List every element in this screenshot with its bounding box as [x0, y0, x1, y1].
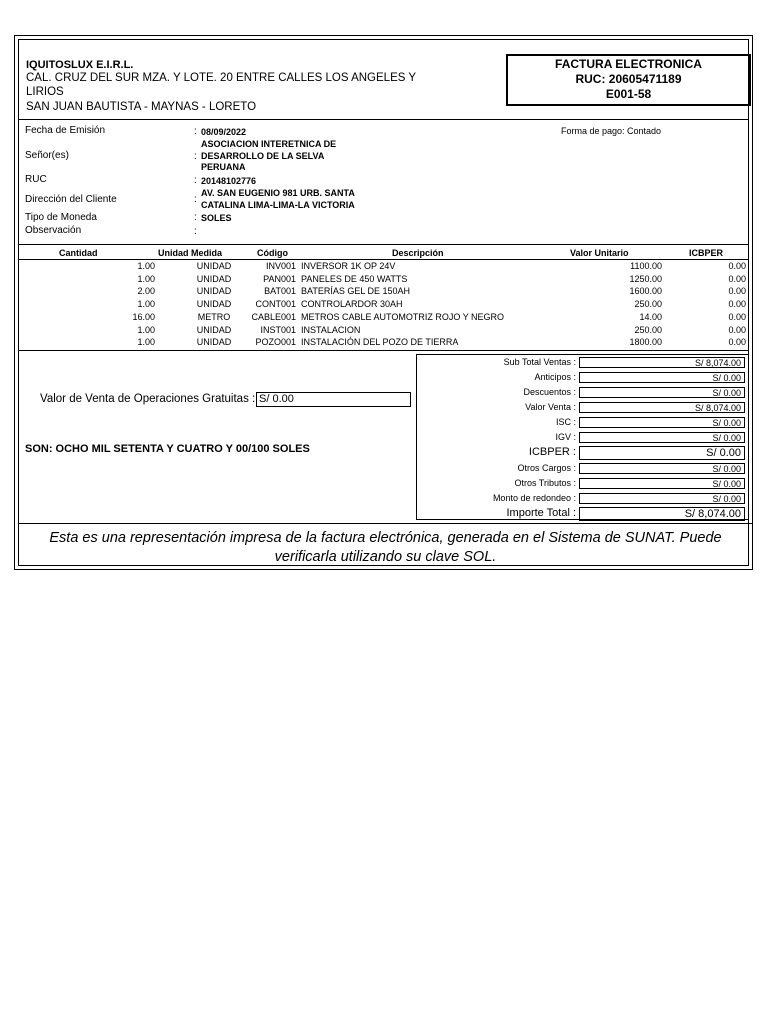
invoice-title: FACTURA ELECTRONICA — [555, 57, 702, 71]
cell-unidad: UNIDAD — [196, 299, 232, 310]
direccion-label: Dirección del Cliente — [25, 194, 117, 205]
senor-value-line-3: PERUANA — [201, 162, 246, 172]
company-address-line-1: CAL. CRUZ DEL SUR MZA. Y LOTE. 20 ENTRE CALLES LOS ANGELES Y — [26, 72, 417, 84]
senor-colon: : — [194, 151, 197, 162]
company-address-line-3: SAN JUAN BAUTISTA - MAYNAS - LORETO — [26, 101, 257, 113]
cell-descripcion: CONTROLARDOR 30AH — [301, 299, 403, 310]
cell-descripcion: METROS CABLE AUTOMOTRIZ ROJO Y NEGRO — [301, 311, 505, 322]
cell-codigo: BAT001 — [264, 286, 296, 297]
cell-icbper: 0.00 — [728, 261, 746, 271]
header-divider — [19, 119, 748, 120]
cell-unidad: UNIDAD — [196, 261, 232, 271]
moneda-colon: : — [194, 212, 197, 223]
invoice-number: E001-58 — [605, 87, 652, 101]
cell-cantidad: 1.00 — [137, 299, 155, 310]
cell-cantidad: 1.00 — [137, 261, 155, 271]
cell-unidad: UNIDAD — [196, 337, 232, 348]
representation-notice-box — [19, 523, 752, 569]
total-value-field: S/ 0.00 — [579, 478, 745, 489]
ruc-value: 20148102776 — [201, 176, 257, 186]
cell-unidad: METRO — [197, 311, 231, 322]
invoice-header-box — [506, 54, 751, 106]
senor-label: Señor(es) — [25, 150, 69, 161]
total-label: ICBPER : — [528, 446, 576, 458]
total-value-field: S/ 0.00 — [579, 446, 745, 460]
table-row — [19, 286, 752, 299]
cell-cantidad: 1.00 — [137, 337, 155, 348]
gratuitas-value-field: S/ 0.00 — [256, 392, 411, 407]
senor-value-line-2: DESARROLLO DE LA SELVA — [201, 151, 325, 161]
issuer-ruc: RUC: 20605471189 — [575, 72, 682, 86]
total-value-field: S/ 0.00 — [579, 432, 745, 443]
representation-notice: Esta es una representación impresa de la factura electrónica, generada en el Sistema de SUNAT. Puede verificarla utilizando su clave SOL. — [49, 530, 722, 565]
cell-codigo: INST001 — [260, 324, 296, 335]
fecha-label: Fecha de Emisión — [25, 125, 106, 136]
cell-descripcion: INSTALACION — [301, 324, 361, 335]
cell-valor-unitario: 1800.00 — [629, 337, 662, 348]
cell-codigo: POZO001 — [255, 337, 296, 348]
total-value-field: S/ 0.00 — [579, 463, 745, 474]
total-label: Valor Venta : — [525, 402, 576, 412]
cell-cantidad: 16.00 — [132, 311, 155, 322]
direccion-value-line-1: AV. SAN EUGENIO 981 URB. SANTA — [201, 188, 355, 198]
cell-valor-unitario: 14.00 — [639, 311, 662, 322]
cell-descripcion: BATERÍAS GEL DE 150AH — [301, 286, 411, 297]
observacion-label: Observación — [25, 225, 82, 236]
table-row — [19, 261, 752, 274]
table-row — [19, 325, 752, 338]
table-row — [19, 299, 752, 312]
total-value-field: S/ 0.00 — [579, 417, 745, 428]
observacion-colon: : — [194, 226, 197, 237]
fecha-colon: : — [194, 126, 197, 137]
total-label: ISC : — [555, 417, 576, 427]
company-address-line-2: LIRIOS — [26, 86, 64, 98]
table-bottom-border — [19, 350, 748, 351]
table-header-divider — [19, 259, 748, 260]
cell-unidad: UNIDAD — [196, 324, 232, 335]
ruc-label: RUC — [25, 174, 47, 185]
ruc-colon: : — [194, 175, 197, 186]
table-top-border — [19, 244, 748, 245]
senor-value-line-1: ASOCIACION INTERETNICA DE — [201, 139, 337, 149]
invoice-inner-frame — [18, 39, 749, 566]
cell-unidad: UNIDAD — [196, 286, 232, 297]
direccion-value-line-2: CATALINA LIMA-LIMA-LA VICTORIA — [201, 200, 355, 210]
total-value-field: S/ 0.00 — [579, 493, 745, 504]
table-row — [19, 312, 752, 325]
header-codigo: Código — [257, 248, 288, 258]
total-value-field: S/ 0.00 — [579, 387, 745, 398]
total-label: Importe Total : — [506, 507, 576, 519]
header-icbper: ICBPER — [689, 248, 724, 258]
cell-valor-unitario: 1600.00 — [629, 286, 662, 297]
fecha-value: 08/09/2022 — [201, 127, 247, 137]
cell-codigo: PAN001 — [263, 273, 296, 284]
forma-pago: Forma de pago: Contado — [561, 126, 662, 136]
cell-descripcion: INSTALACIÓN DEL POZO DE TIERRA — [301, 337, 459, 348]
cell-codigo: CABLE001 — [251, 311, 296, 322]
header-descripcion: Descripción — [392, 248, 444, 258]
gratuitas-label: Valor de Venta de Operaciones Gratuitas : — [40, 393, 256, 405]
cell-cantidad: 2.00 — [137, 286, 155, 297]
moneda-value: SOLES — [201, 213, 232, 223]
cell-valor-unitario: 250.00 — [634, 324, 662, 335]
cell-valor-unitario: 1100.00 — [630, 261, 662, 271]
header-cantidad: Cantidad — [59, 248, 98, 258]
total-value-field: S/ 8,074.00 — [579, 507, 745, 521]
cell-valor-unitario: 250.00 — [634, 299, 662, 310]
cell-unidad: UNIDAD — [196, 273, 232, 284]
invoice-document — [14, 35, 753, 570]
cell-cantidad: 1.00 — [137, 324, 155, 335]
cell-codigo: INV001 — [265, 261, 296, 271]
amount-in-words: SON: OCHO MIL SETENTA Y CUATRO Y 00/100 SOLES — [25, 443, 310, 455]
total-label: Monto de redondeo : — [492, 493, 576, 503]
cell-descripcion: PANELES DE 450 WATTS — [301, 273, 408, 284]
cell-icbper: 0.00 — [728, 324, 746, 335]
cell-valor-unitario: 1250.00 — [629, 273, 662, 284]
cell-icbper: 0.00 — [728, 273, 746, 284]
cell-icbper: 0.00 — [728, 286, 746, 297]
cell-icbper: 0.00 — [728, 337, 746, 348]
table-row — [19, 274, 752, 287]
company-name: IQUITOSLUX E.I.R.L. — [26, 59, 134, 71]
total-value-field: S/ 8,074.00 — [579, 402, 745, 413]
total-label: Anticipos : — [534, 372, 576, 382]
header-valor-unitario: Valor Unitario — [570, 248, 629, 258]
table-row — [19, 337, 752, 350]
total-label: IGV : — [555, 432, 576, 442]
cell-codigo: CONT001 — [255, 299, 296, 310]
total-value-field: S/ 8,074.00 — [579, 357, 745, 368]
direccion-colon: : — [194, 194, 197, 205]
cell-cantidad: 1.00 — [137, 273, 155, 284]
cell-descripcion: INVERSOR 1K OP 24V — [301, 261, 396, 271]
header-unidad: Unidad Medida — [158, 248, 223, 258]
total-value-field: S/ 0.00 — [579, 372, 745, 383]
total-label: Otros Tributos : — [514, 478, 576, 488]
cell-icbper: 0.00 — [728, 311, 746, 322]
moneda-label: Tipo de Moneda — [25, 212, 97, 223]
total-label: Sub Total Ventas : — [503, 357, 576, 367]
total-label: Descuentos : — [523, 387, 576, 397]
total-label: Otros Cargos : — [517, 463, 576, 473]
cell-icbper: 0.00 — [728, 299, 746, 310]
